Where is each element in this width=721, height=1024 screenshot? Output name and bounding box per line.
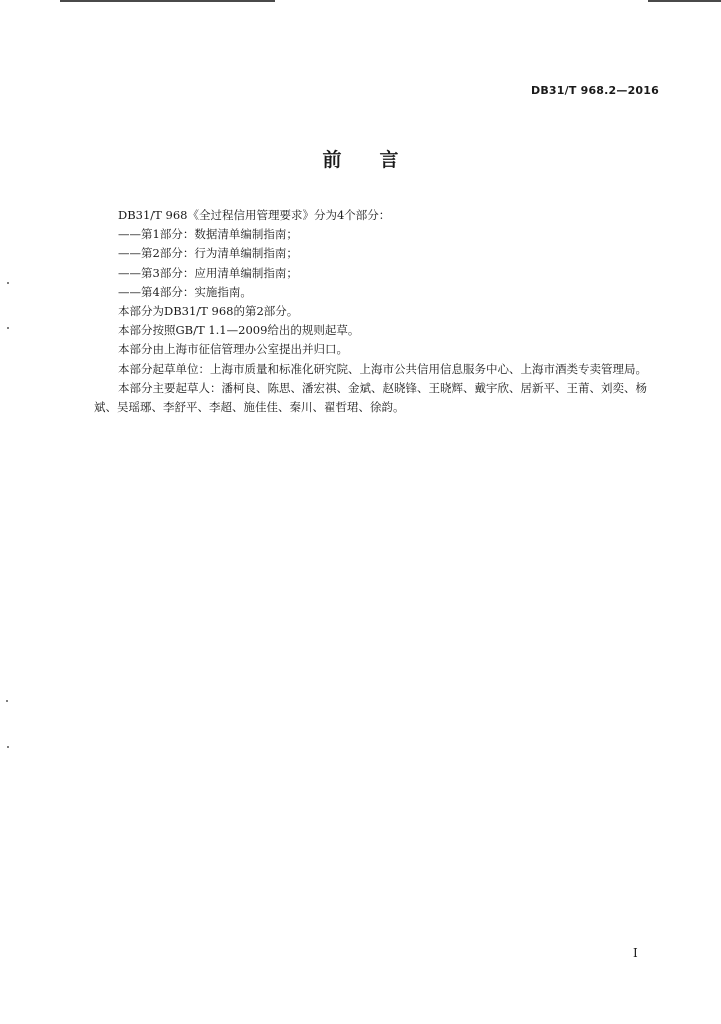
- paragraph: 本部分按照GB/T 1.1—2009给出的规则起草。: [118, 323, 360, 338]
- scan-speck: [7, 746, 9, 748]
- foreword-body: [94, 206, 660, 417]
- section-heading: 前言: [322, 149, 437, 171]
- paragraph: 本部分主要起草人：潘柯良、陈思、潘宏祺、金斌、赵晓锋、王晓辉、戴宇欣、居新平、王莆、刘奕、杨斌、吴瑶琊、李舒平、李超、施佳佳、秦川、翟哲珺、徐韵。: [94, 380, 647, 415]
- top-edge-rule: [60, 0, 275, 2]
- paragraph: DB31/T 968《全过程信用管理要求》分为4个部分：: [118, 208, 391, 222]
- paragraph: 本部分由上海市征信管理办公室提出并归口。: [118, 342, 348, 357]
- scan-speck: [7, 282, 9, 284]
- page-number: I: [633, 946, 638, 960]
- paragraph: 本部分起草单位：上海市质量和标准化研究院、上海市公共信用信息服务中心、上海市酒类专卖管理局。: [118, 361, 647, 376]
- list-item: ——第4部分：实施指南。: [118, 284, 252, 299]
- list-item: ——第2部分：行为清单编制指南；: [118, 246, 298, 261]
- scan-speck: [7, 327, 9, 329]
- list-item: ——第3部分：应用清单编制指南；: [118, 265, 298, 280]
- scan-speck: [6, 700, 8, 702]
- top-edge-rule: [648, 0, 721, 2]
- list-item: ——第1部分：数据清单编制指南；: [118, 227, 298, 242]
- paragraph: 本部分为DB31/T 968的第2部分。: [118, 304, 299, 319]
- document-code: DB31/T 968.2—2016: [531, 84, 659, 97]
